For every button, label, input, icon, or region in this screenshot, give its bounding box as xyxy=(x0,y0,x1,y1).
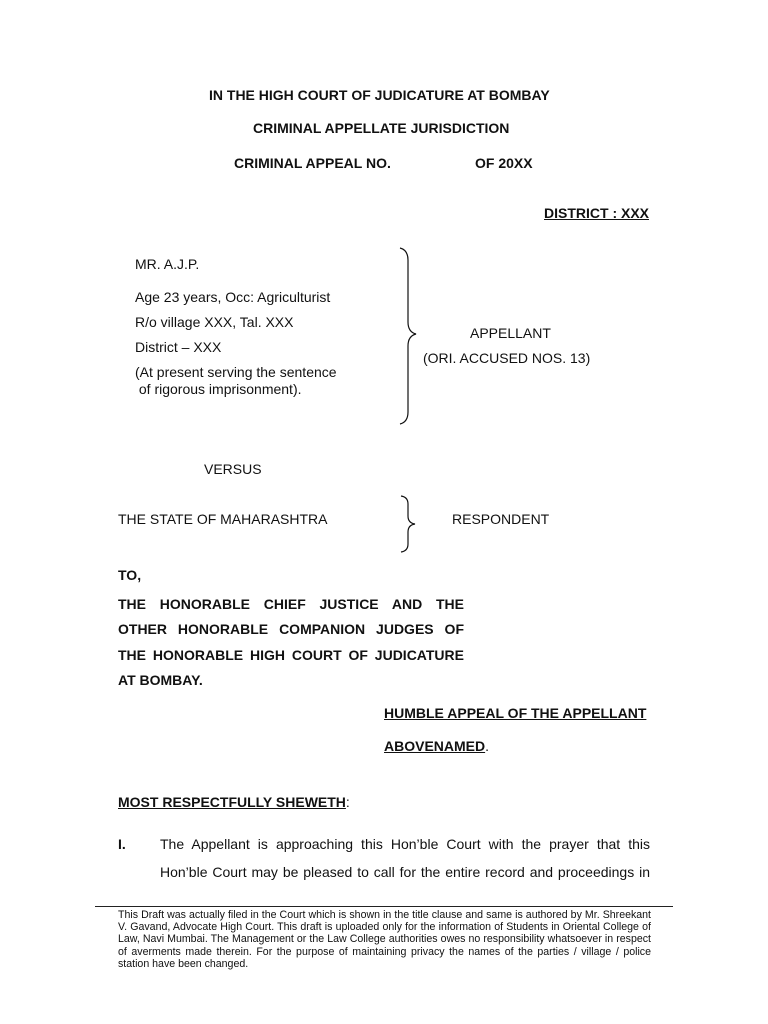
address-line: THE HONORABLE HIGH COURT OF JUDICATURE xyxy=(118,647,464,663)
paragraph-line: The Appellant is approaching this Hon’ble Court with the prayer that this xyxy=(160,836,650,852)
appeal-year: OF 20XX xyxy=(475,155,533,171)
appellant-role: APPELLANT xyxy=(470,325,551,341)
jurisdiction-title: CRIMINAL APPELLATE JURISDICTION xyxy=(253,120,510,136)
respondent-brace xyxy=(398,494,418,554)
respondent-name: THE STATE OF MAHARASHTRA xyxy=(118,511,328,527)
paragraph-line: Hon’ble Court may be pleased to call for the entire record and proceedings in xyxy=(160,864,650,880)
sheweth-colon: : xyxy=(345,794,350,810)
respondent-role: RESPONDENT xyxy=(452,511,550,527)
humble-appeal-abovenamed: ABOVENAMED xyxy=(384,738,486,754)
appellant-name: MR. A.J.P. xyxy=(135,256,200,272)
address-to: TO, xyxy=(118,567,142,583)
appellant-detail: R/o village XXX, Tal. XXX xyxy=(135,314,294,330)
footnote-divider xyxy=(95,906,673,907)
address-line: AT BOMBAY. xyxy=(118,672,203,688)
appellant-role-note: (ORI. ACCUSED NOS. 13) xyxy=(423,350,591,366)
humble-appeal-line xyxy=(384,738,489,754)
footnote-text: This Draft was actually filed in the Court which is shown in the title clause and same is authored by Mr. Shreekant V. Gavand, Advocate High Court. This draft is uploaded only for the information of Students in Oriental College of Law, Navi Mumbai. The Management or the Law College authorities owes no responsibility whatsoever in respect of averments made therein. For the purpose of maintaining privacy the names of the parties / village / police station have been changed. xyxy=(118,909,651,970)
appellant-detail: of rigorous imprisonment). xyxy=(135,381,302,397)
humble-appeal-line: HUMBLE APPEAL OF THE APPELLANT xyxy=(384,705,647,721)
appellant-detail: Age 23 years, Occ: Agriculturist xyxy=(135,289,331,305)
appellant-brace xyxy=(396,246,420,426)
appeal-number-label: CRIMINAL APPEAL NO. xyxy=(234,155,391,171)
address-line: THE HONORABLE CHIEF JUSTICE AND THE xyxy=(118,596,464,612)
address-line: OTHER HONORABLE COMPANION JUDGES OF xyxy=(118,621,464,637)
sheweth-label: MOST RESPECTFULLY SHEWETH xyxy=(118,794,346,810)
versus-label: VERSUS xyxy=(204,461,262,477)
appellant-detail: (At present serving the sentence xyxy=(135,364,337,380)
court-title: IN THE HIGH COURT OF JUDICATURE AT BOMBAY xyxy=(209,87,550,103)
paragraph-number: I. xyxy=(118,836,126,852)
appellant-detail: District – XXX xyxy=(135,339,222,355)
sheweth-heading xyxy=(118,794,350,810)
district-label: DISTRICT : XXX xyxy=(544,205,650,221)
humble-appeal-period: . xyxy=(485,738,490,754)
